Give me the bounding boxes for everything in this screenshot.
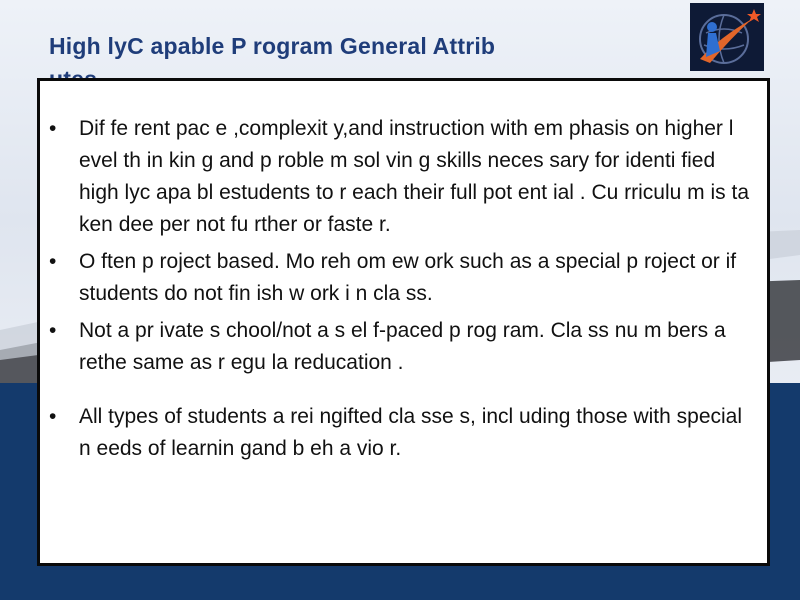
slide-title: High lyC apable P rogram General Attrib — [49, 33, 496, 59]
swoosh-star-logo-icon — [690, 3, 764, 71]
bullet-item — [48, 246, 753, 310]
bullet-item — [48, 315, 753, 379]
bullet-text: O ften p roject based. Mo reh om ew ork such as a special p roject or if students do not fin ish w ork i n cla ss. — [79, 250, 737, 305]
bullet-text: Dif fe rent pac e ,complexit y,and instruction with em phasis on higher l evel th in kin g and p roble m sol vin g skills neces sary for identi fied high lyc apa bl estudents to r each their full pot ent ial . Cu rriculu m is ta ken dee per not fu rther or faste r. — [79, 117, 750, 236]
bullet-list — [48, 113, 753, 470]
bullet-marker: • — [49, 319, 57, 342]
bullet-text: Not a pr ivate s chool/not a s el f-paced p rog ram. Cla ss nu m bers a rethe same as r egu la reducation . — [79, 319, 726, 374]
bullet-marker: • — [49, 405, 57, 428]
bullet-item — [48, 401, 753, 465]
bullet-marker: • — [49, 250, 57, 273]
bullet-marker: • — [49, 117, 57, 140]
bullet-item — [48, 113, 753, 241]
bullet-text: All types of students a rei ngifted cla sse s, incl uding those with special n eeds of learnin gand b eh a vio r. — [79, 405, 743, 460]
